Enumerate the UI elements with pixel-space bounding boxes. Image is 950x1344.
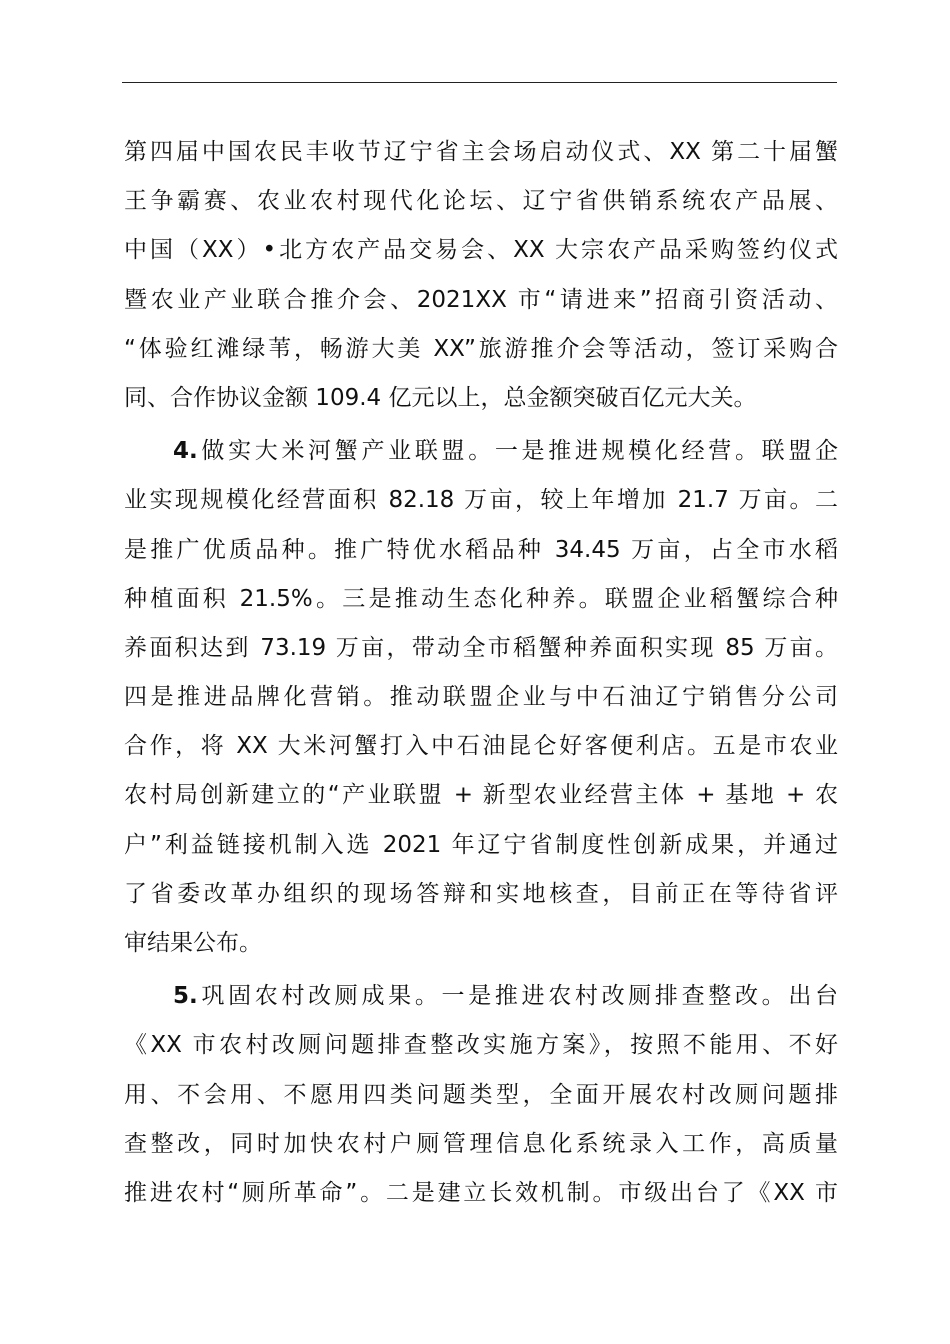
text-line: 合作，将 XX 大米河蟹打入中石油昆仑好客便利店。五是市农业 (124, 733, 838, 760)
paragraph (124, 128, 838, 423)
text-line: 是推广优质品种。推广特优水稻品种 34.45 万亩，占全市水稻 (124, 536, 838, 563)
text-line: 同、合作协议金额 109.4 亿元以上，总金额突破百亿元大关。 (124, 384, 757, 411)
text-line: 养面积达到 73.19 万亩，带动全市稻蟹种养面积实现 85 万亩。 (124, 634, 838, 661)
text-line: 王争霸赛、农业农村现代化论坛、辽宁省供销系统农产品展、 (124, 188, 838, 215)
text-line: 第四届中国农民丰收节辽宁省主会场启动仪式、XX 第二十届蟹 (124, 139, 838, 165)
text-line: 种植面积 21.5%。三是推动生态化种养。联盟企业稻蟹综合种 (124, 585, 838, 612)
text-line: 户”利益链接机制入选 2021 年辽宁省制度性创新成果，并通过 (124, 831, 838, 858)
text-line: 审结果公布。 (124, 930, 262, 956)
text-run: 巩固农村改厕成果。一是推进农村改厕排查整改。出台 (197, 983, 838, 1010)
text-line: “体验红滩绿苇，畅游大美 XX”旅游推介会等活动，签订采购合 (124, 335, 838, 362)
paragraph (124, 427, 838, 968)
text-line: 用、不会用、不愿用四类问题类型，全面开展农村改厕问题排 (124, 1081, 838, 1108)
text-line: 业实现规模化经营面积 82.18 万亩，较上年增加 21.7 万亩。二 (124, 487, 838, 514)
text-line: 查整改，同时加快农村户厕管理信息化系统录入工作，高质量 (124, 1130, 838, 1157)
text-run: 做实大米河蟹产业联盟。一是推进规模化经营。联盟企 (197, 438, 838, 465)
text-line: 中国（XX）•北方农产品交易会、XX 大宗农产品采购签约仪式 (124, 237, 838, 264)
text-line: 农村局创新建立的“产业联盟 + 新型农业经营主体 + 基地 + 农 (124, 782, 838, 809)
text-line (124, 427, 838, 476)
text-line: 四是推进品牌化营销。推动联盟企业与中石油辽宁销售分公司 (124, 684, 838, 711)
text-line (124, 972, 838, 1021)
paragraph (124, 972, 838, 1218)
text-line: 了省委改革办组织的现场答辩和实地核查，目前正在等待省评 (124, 880, 838, 907)
text-line: 推进农村“厕所革命”。二是建立长效机制。市级出台了《XX 市 (124, 1179, 838, 1206)
text-line: 暨农业产业联合推介会、2021XX 市“请进来”招商引资活动、 (124, 286, 838, 313)
section-number: 5. (173, 983, 198, 1010)
section-number: 4. (173, 438, 198, 465)
text-line: 《XX 市农村改厕问题排查整改实施方案》，按照不能用、不好 (124, 1032, 838, 1059)
header-rule (122, 82, 837, 83)
body-text (124, 128, 838, 1218)
